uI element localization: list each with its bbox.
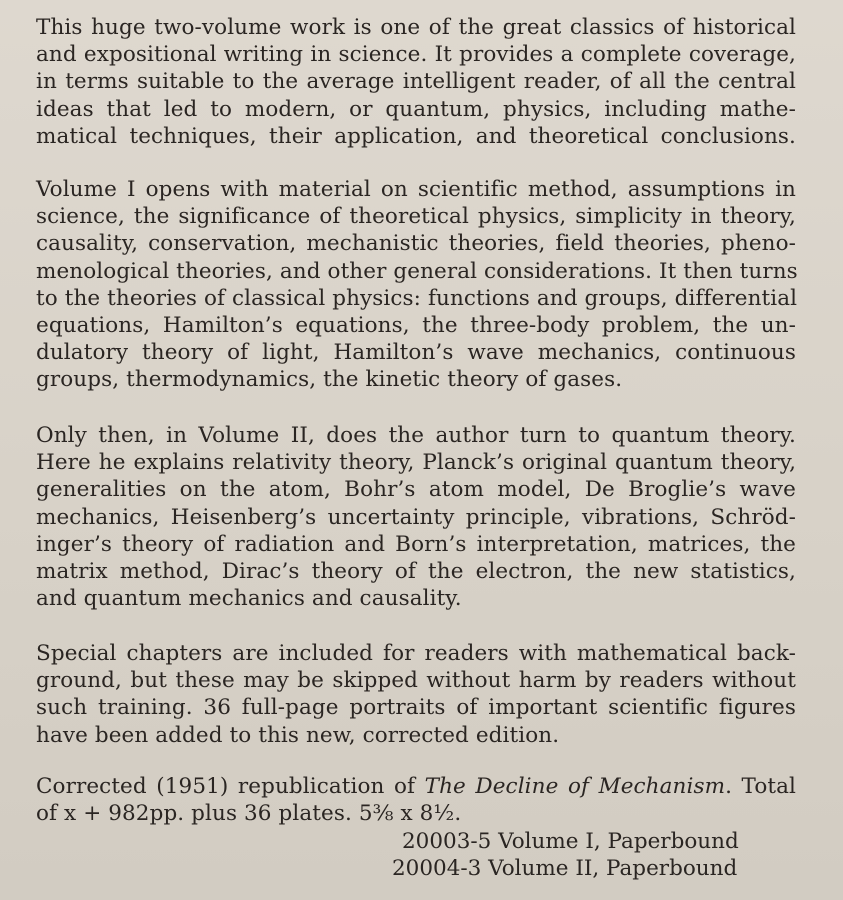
text-line: Volume I opens with material on scientific method, assumptions in: [36, 177, 796, 202]
text-line: causality, conservation, mechanistic theories, field theories, pheno-: [36, 231, 796, 257]
text-line: Here he explains relativity theory, Planck’s original quantum theory,: [36, 450, 796, 476]
book-title: The Decline of Mechanism: [424, 774, 726, 799]
text-line: menological theories, and other general considerations. It then turns: [36, 258, 798, 284]
text-line: Only then, in Volume II, does the author turn to quantum theory.: [36, 423, 796, 448]
publication-pages: of x + 982pp. plus 36 plates. 5⅜ x 8½.: [36, 801, 462, 827]
text-line: and quantum mechanics and causality.: [36, 586, 462, 612]
text-line: dulatory theory of light, Hamilton’s wave mechanics, continuous: [36, 340, 796, 366]
text-line: generalities on the atom, Bohr’s atom model, De Broglie’s wave: [36, 477, 796, 503]
text-line: to the theories of classical physics: functions and groups, differential: [36, 285, 798, 311]
text-line: have been added to this new, corrected edition.: [36, 722, 560, 748]
text-line: matical techniques, their application, and theoretical conclusions.: [36, 123, 796, 149]
text-line: and expositional writing in science. It provides a complete coverage,: [36, 42, 796, 68]
text-line: such training. 36 full-page portraits of important scientific figures: [36, 695, 796, 721]
text-line: science, the significance of theoretical physics, simplicity in theory,: [36, 204, 796, 230]
publication-line: [36, 773, 796, 800]
text-line: inger’s theory of radiation and Born’s interpretation, matrices, the: [36, 531, 796, 557]
text-line: equations, Hamilton’s equations, the three-body problem, the un-: [36, 313, 796, 339]
text-line: in terms suitable to the average intelligent reader, of all the central: [36, 69, 796, 95]
text-line: matrix method, Dirac’s theory of the electron, the new statistics,: [36, 559, 796, 585]
text-line: This huge two-volume work is one of the great classics of historical: [36, 15, 796, 40]
text-line: Special chapters are included for readers with mathematical back-: [36, 641, 796, 666]
publication-info: [36, 773, 796, 827]
paragraph-volume-two: [36, 422, 796, 612]
publication-suffix: . Total: [725, 774, 796, 799]
edition-volume-two: 20004-3 Volume II, Paperbound: [392, 856, 738, 881]
paragraph-volume-one: [36, 176, 796, 394]
text-line: mechanics, Heisenberg’s uncertainty principle, vibrations, Schröd-: [36, 504, 796, 530]
paragraph-special-chapters: [36, 640, 796, 749]
publication-prefix: Corrected (1951) republication of: [36, 774, 425, 799]
paragraph-overview: [36, 14, 796, 150]
text-line: groups, thermodynamics, the kinetic theory of gases.: [36, 367, 623, 393]
text-line: ground, but these may be skipped without harm by readers without: [36, 668, 796, 694]
text-line: ideas that led to modern, or quantum, physics, including mathe-: [36, 96, 796, 122]
edition-volume-one: 20003-5 Volume I, Paperbound: [402, 829, 739, 854]
